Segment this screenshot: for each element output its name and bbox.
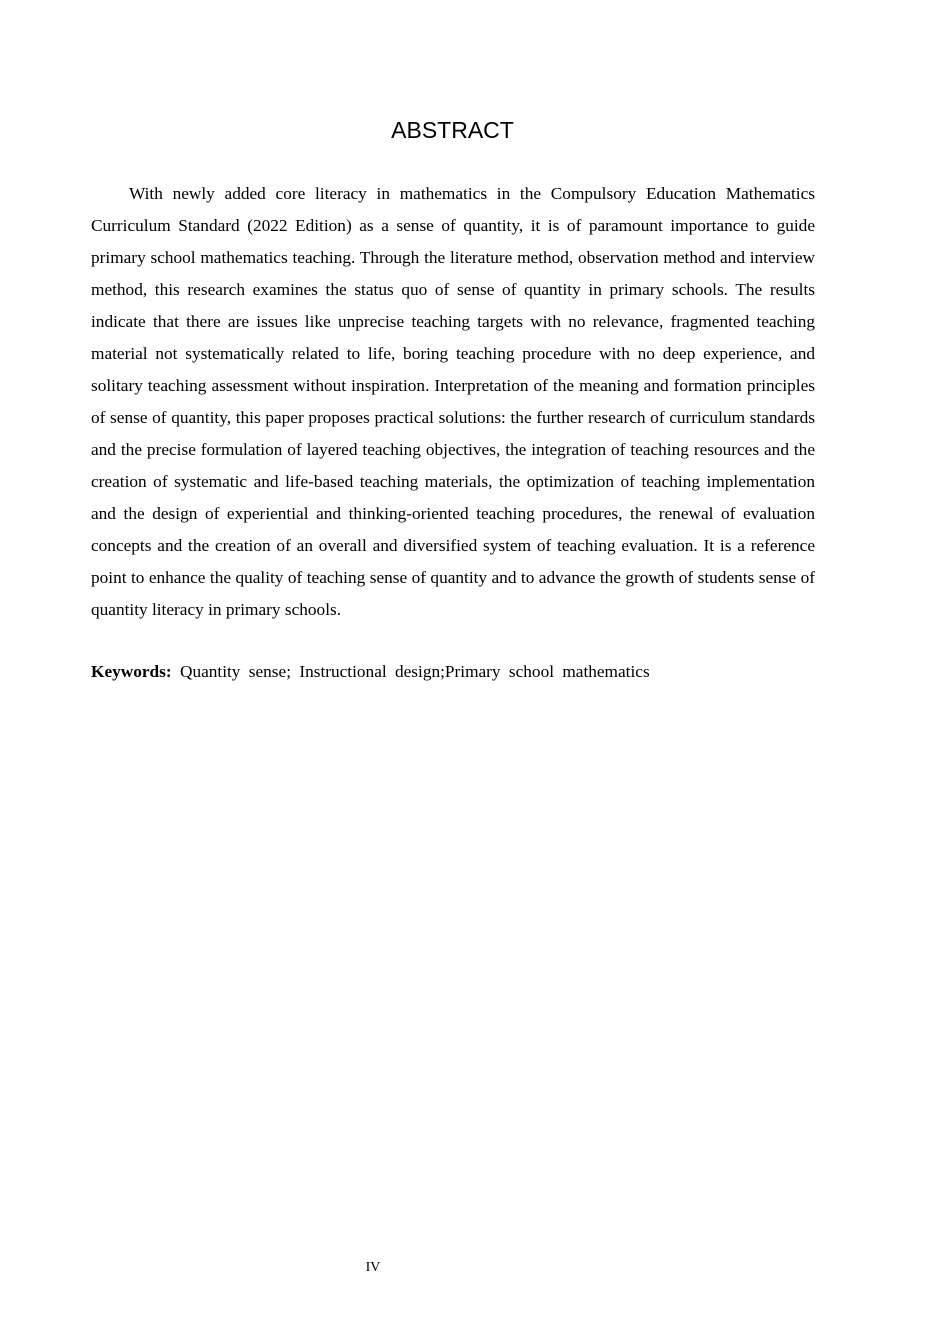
keywords-line bbox=[91, 656, 815, 688]
abstract-title: ABSTRACT bbox=[391, 117, 514, 143]
abstract-body: With newly added core literacy in mathematics in the Compulsory Education Mathematics Curriculum Standard (2022 Edition) as a sense of quantity, it is of paramount importance to guide primary school mathematics teaching. Through the literature method, observation method and interview method, this research examines the status quo of sense of quantity in primary schools. The results indicate that there are issues like unprecise teaching targets with no relevance, fragmented teaching material not systematically related to life, boring teaching procedure with no deep experience, and solitary teaching assessment without inspiration. Interpretation of the meaning and formation principles of sense of quantity, this paper proposes practical solutions: the further research of curriculum standards and the precise formulation of layered teaching objectives, the integration of teaching resources and the creation of systematic and life-based teaching materials, the optimization of teaching implementation and the design of experiential and thinking-oriented teaching procedures, the renewal of evaluation concepts and the creation of an overall and diversified system of teaching evaluation. It is a reference point to enhance the quality of teaching sense of quantity and to advance the growth of students sense of quantity literacy in primary schools. bbox=[91, 184, 815, 619]
keywords-text: Quantity sense; Instructional design;Primary school mathematics bbox=[179, 662, 650, 681]
keywords-label: Keywords: bbox=[91, 662, 172, 681]
page-number: IV bbox=[365, 1260, 381, 1275]
